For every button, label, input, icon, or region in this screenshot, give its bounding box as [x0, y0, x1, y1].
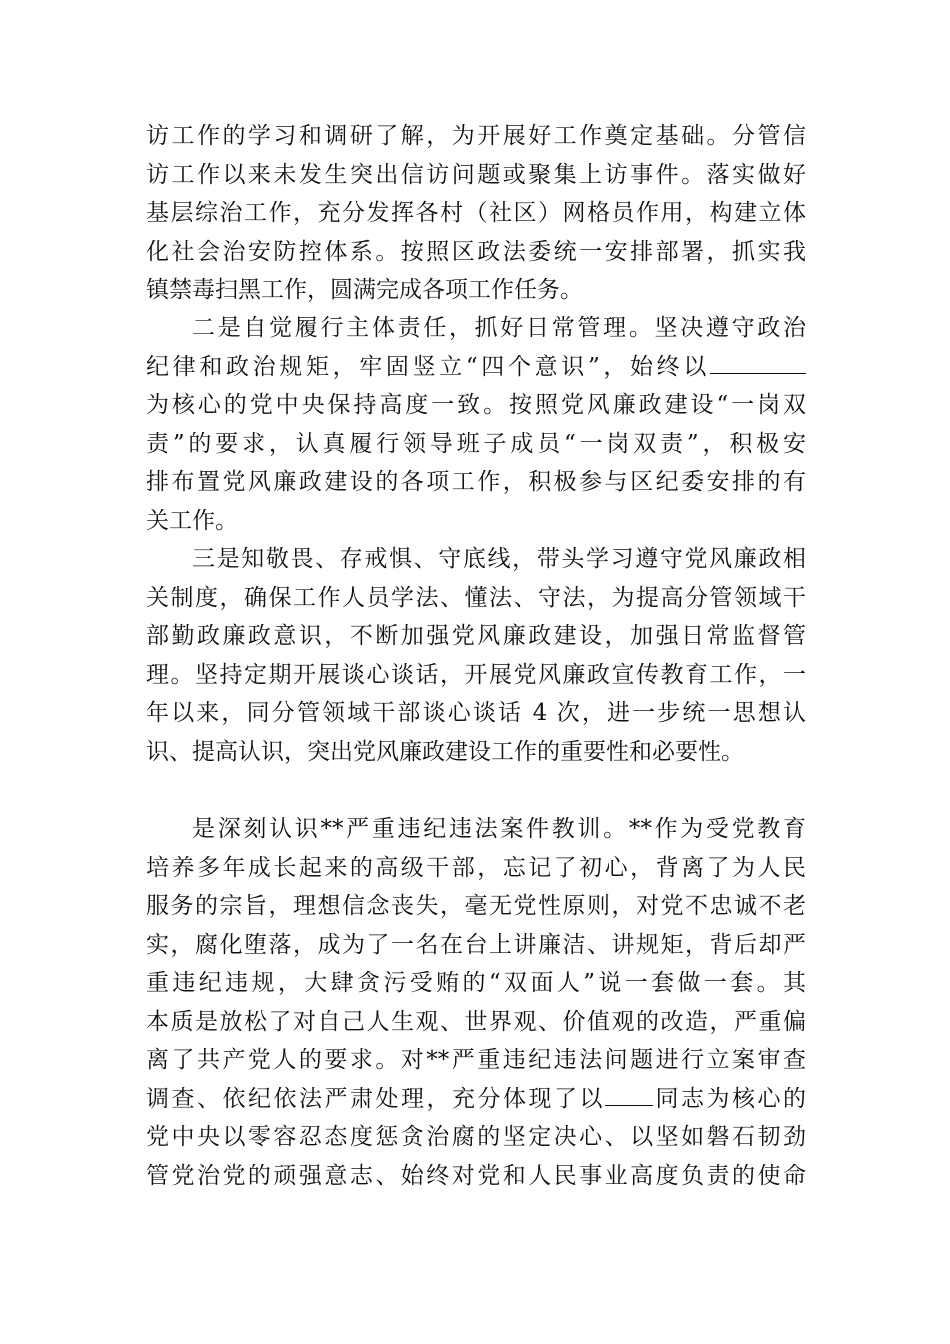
text-line: 年以来，同分管领域干部谈心谈话 4 次，进一步统一思想认: [146, 700, 806, 726]
text-line: 理。坚持定期开展谈心谈话，开展党风廉政宣传教育工作，一: [146, 661, 806, 688]
text-line: 重违纪违规，大肆贪污受贿的“双面人”说一套做一套。其: [146, 970, 806, 996]
paragraph-integrity-discipline: [146, 540, 806, 771]
text-line: 服务的宗旨，理想信念丧失，毫无党性原则，对党不忠诚不老: [146, 893, 806, 919]
text-line: 排布置党风廉政建设的各项工作，积极参与区纪委安排的有: [146, 469, 806, 495]
text-segment: 同志为核心的: [653, 1085, 806, 1112]
fill-in-blank: [710, 350, 806, 374]
text-line: 镇禁毒扫黑工作，圆满完成各项工作任务。: [146, 277, 583, 303]
text-line: 二是自觉履行主体责任，抓好日常管理。坚决遵守政治: [192, 315, 806, 341]
text-line: 基层综治工作，充分发挥各村（社区）网格员作用，构建立体: [146, 200, 806, 226]
text-line: 党中央以零容忍态度惩贪治腐的坚定决心、以坚如磐石韧劲: [146, 1124, 806, 1150]
text-line: 本质是放松了对自己人生观、世界观、价值观的改造，严重偏: [146, 1008, 806, 1035]
text-line-with-blank: [146, 1080, 806, 1119]
text-line: 离了共产党人的要求。对**严重违纪违法问题进行立案审查: [146, 1047, 806, 1073]
text-segment: 纪律和政治规矩，牢固竖立“四个意识”，始终以: [146, 353, 710, 380]
paragraph-main-responsibility: [146, 309, 806, 540]
text-line: 访工作的学习和调研了解，为开展好工作奠定基础。分管信: [146, 123, 806, 149]
text-line: 三是知敬畏、存戒惧、守底线，带头学习遵守党风廉政相: [192, 546, 806, 572]
text-line: 访工作以来未发生突出信访问题或聚集上访事件。落实做好: [146, 161, 806, 188]
text-line: 实，腐化堕落，成为了一名在台上讲廉洁、讲规矩，背后却严: [146, 931, 806, 958]
text-line: 是深刻认识**严重违纪违法案件教训。**作为受党教育: [192, 816, 806, 842]
text-line: 关制度，确保工作人员学法、懂法、守法，为提高分管领域干: [146, 584, 806, 611]
text-line: 识、提高认识，突出党风廉政建设工作的重要性和必要性。: [146, 738, 744, 765]
text-line: 关工作。: [146, 507, 238, 534]
text-line: 管党治党的顽强意志、始终对党和人民事业高度负责的使命: [146, 1162, 806, 1189]
paragraph-case-lessons: [146, 810, 806, 1195]
paragraph-petition-work: [146, 117, 806, 310]
fill-in-blank: [605, 1082, 653, 1106]
text-line: 化社会治安防控体系。按照区政法委统一安排部署，抓实我: [146, 238, 806, 265]
text-line: 培养多年成长起来的高级干部，忘记了初心，背离了为人民: [146, 854, 806, 881]
text-segment: 调查、依纪依法严肃处理，充分体现了以: [146, 1085, 605, 1112]
text-line: 部勤政廉政意识，不断加强党风廉政建设，加强日常监督管: [146, 623, 806, 649]
text-line: 责”的要求，认真履行领导班子成员“一岗双责”，积极安: [146, 430, 806, 457]
text-line-with-blank: [146, 348, 806, 387]
text-line: 为核心的党中央保持高度一致。按照党风廉政建设“一岗双: [146, 392, 806, 418]
